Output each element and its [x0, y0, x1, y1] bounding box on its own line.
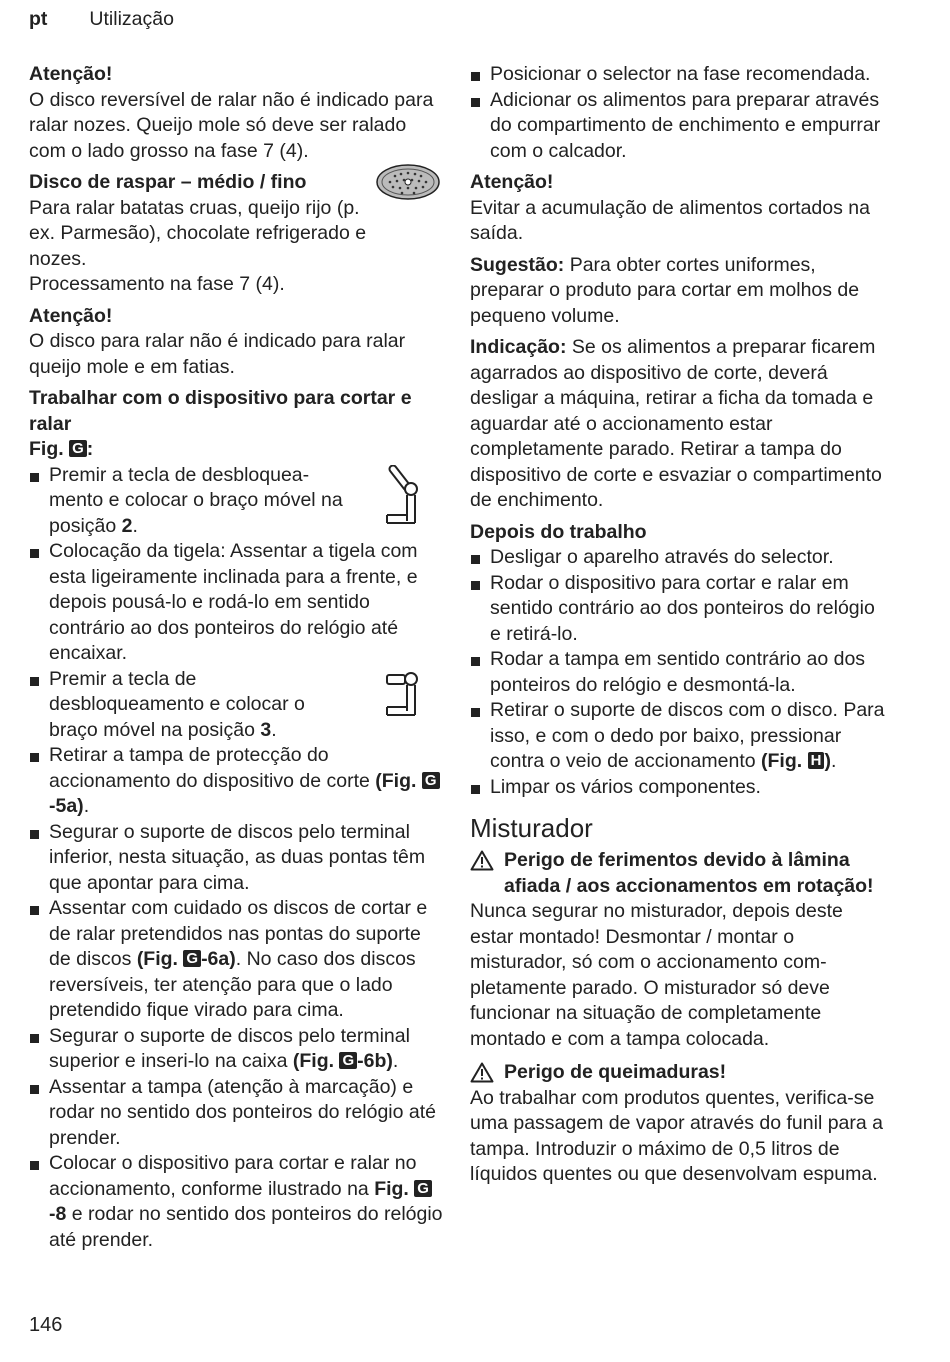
grater-disc-heading: Disco de raspar – médio / fino	[29, 171, 307, 193]
blender-heading: Misturador	[470, 813, 593, 843]
attention-text-3: Evitar a acumulação de alimentos cortados na saída.	[470, 196, 870, 244]
list-item: Premir a tecla de desbloqueamento e colocar o braço móvel na posição 3.	[29, 667, 443, 744]
figure-reference: Fig. G :	[29, 438, 94, 460]
warning-icon	[470, 850, 494, 871]
attention-text-2: O disco para ralar não é indicado para ralar queijo mole e em fatias.	[29, 330, 406, 378]
list-item: Desligar o aparelho através do selector.	[470, 545, 890, 571]
list-item: Retirar a tampa de protecção do accionamento do dispositivo de corte (Fig. G-5a).	[29, 743, 443, 820]
grater-disc-section	[29, 170, 443, 298]
warning-icon	[470, 1062, 494, 1083]
list-item: Assentar com cuidado os discos de cortar e de ralar pretendidos nas pontas do suporte de discos (Fig. G -6a). No caso dos discos reversíveis, ter atenção para que o lado pretendido fique virado para cima.	[29, 896, 443, 1024]
figure-letter-badge: G	[414, 1180, 432, 1197]
arm-position-2-icon	[385, 465, 425, 527]
figure-letter-badge: G	[339, 1052, 357, 1069]
list-item: Posicionar o selector na fase recomendada.	[470, 62, 890, 88]
attention-heading-2: Atenção!	[29, 304, 113, 327]
grater-disc-text: Para ralar batatas cruas, queijo rijo (p. ex. Parmesão), chocolate refrigerado e nozes.	[29, 196, 367, 270]
arm-position-3-icon	[385, 669, 425, 719]
attention-heading: Atenção!	[29, 63, 113, 85]
right-column	[470, 62, 890, 1194]
attention-heading-3: Atenção!	[470, 171, 554, 193]
list-item: Limpar os vários componentes.	[470, 775, 890, 801]
burn-warning-heading: Perigo de queimaduras!	[470, 1060, 890, 1086]
list-item: Colocar o dispositivo para cortar e ralar no accionamento, conforme ilustrado na Fig. G-8 e rodar no sentido dos ponteiros do relógio até prender.	[29, 1151, 443, 1253]
after-work-heading: Depois do trabalho	[470, 520, 647, 543]
page-header	[29, 7, 174, 33]
list-item: Segurar o suporte de discos pelo terminal superior e inseri-lo na caixa (Fig. G -6b).	[29, 1024, 443, 1075]
list-item: Assentar a tampa (atenção à marcação) e rodar no sentido dos ponteiros do relógio até prender.	[29, 1075, 443, 1152]
list-item: Colocação da tigela: Assentar a tigela com esta ligeiramente inclinada para a frente, e depois pousá-lo e rodá-lo em sentido contrário ao dos ponteiros do relógio até encaixar.	[29, 539, 443, 667]
grater-disc-processing: Processamento na fase 7 (4).	[29, 273, 285, 295]
grater-disc-icon	[375, 162, 441, 202]
figure-letter-badge: G	[183, 950, 201, 967]
list-item: Premir a tecla de desbloquea- mento e colocar o braço móvel na posição 2.	[29, 463, 443, 540]
attention-text: O disco reversível de ralar não é indicado para ralar nozes. Queijo mole só deve ser ralado com o lado grosso na fase 7 (4).	[29, 88, 434, 162]
page-number: 146	[29, 1314, 63, 1336]
figure-letter-badge: H	[808, 752, 825, 769]
note-paragraph: Indicação: Se os alimentos a preparar ficarem agarrados ao dispositivo de corte, deverá desligar a máquina, retirar a ficha da tomada e aguardar até o accionamento estar completamente parado. Retirar a tampa do dispositivo de corte e esvaziar o compartimento de enchimento.	[470, 336, 882, 511]
figure-letter-badge: G	[422, 772, 440, 789]
list-item: Rodar o dispositivo para cortar e ralar em sentido contrário ao dos ponteiros do relógio e retirá-lo.	[470, 571, 890, 648]
left-column	[29, 62, 443, 1253]
list-item: Segurar o suporte de discos pelo terminal inferior, nesta situação, as duas pontas têm que apontar para cima.	[29, 820, 443, 897]
language-code: pt	[29, 8, 48, 30]
list-item: Adicionar os alimentos para preparar através do compartimento de enchimento e empurrar com o calcador.	[470, 88, 890, 165]
injury-warning-text: Nunca segurar no misturador, depois deste estar montado! Desmontar / montar o misturador, só com o accionamento com- pletamente parado. O misturador só deve funcionar na situação de completamente montado e com a tampa colocada.	[470, 900, 843, 1050]
burn-warning-text: Ao trabalhar com produtos quentes, verifica-se uma passagem de vapor através do funil para a tampa. Introduzir o máximo de 0,5 litros de líquidos quentes ou que desenvolvam espuma.	[470, 1086, 883, 1185]
cutting-device-heading: Trabalhar com o dispositivo para cortar e ralar	[29, 387, 412, 435]
figure-letter-badge: G	[69, 440, 87, 457]
section-title: Utilização	[89, 8, 174, 30]
tip-paragraph: Sugestão: Para obter cortes uniformes, preparar o produto para cortar em molhos de pequeno volume.	[470, 253, 860, 327]
list-item: Rodar a tampa em sentido contrário ao dos ponteiros do relógio e desmontá-la.	[470, 647, 890, 698]
injury-warning-heading: Perigo de ferimentos devido à lâmina afiada / aos accionamentos em rotação!	[470, 848, 890, 899]
list-item: Retirar o suporte de discos com o disco. Para isso, e com o dedo por baixo, pressionar contra o veio de accionamento (Fig. H ).	[470, 698, 890, 775]
